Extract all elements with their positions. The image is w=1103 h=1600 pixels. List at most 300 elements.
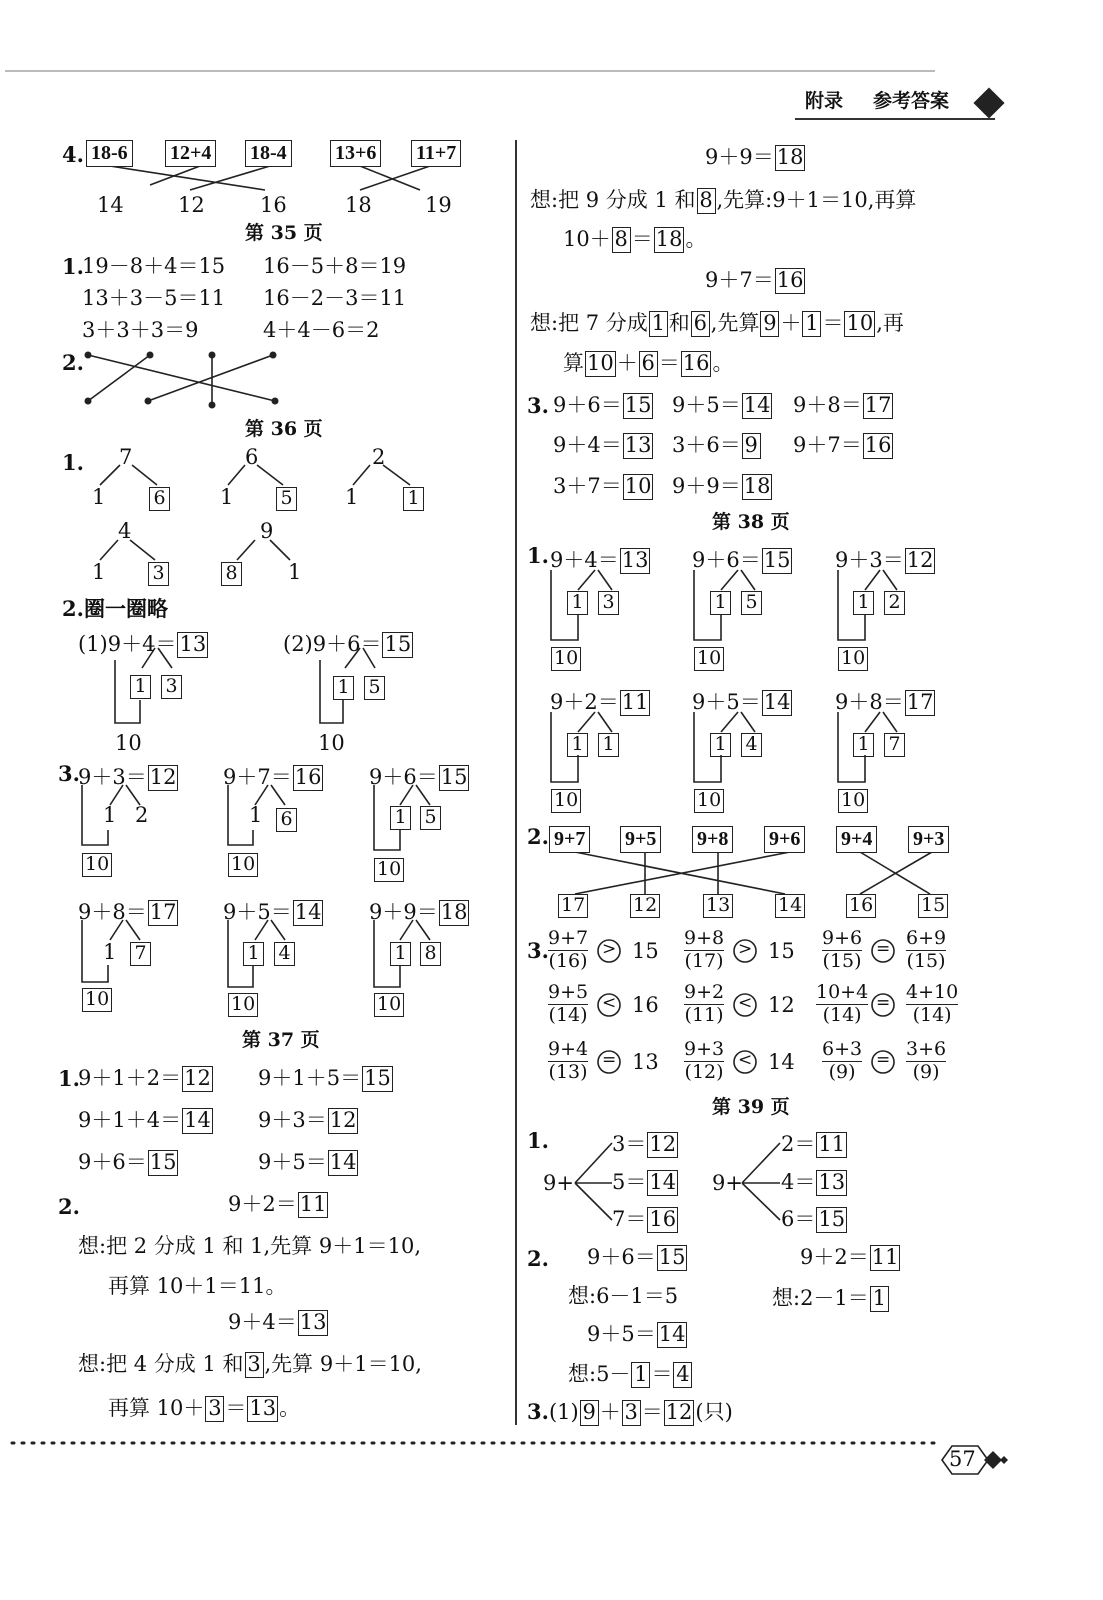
p36-q3-1-ans: 12 xyxy=(149,765,177,789)
page-number-badge xyxy=(940,1443,980,1473)
p37-q2d-eq xyxy=(705,268,806,294)
p39-q2c-tbox2: 4 xyxy=(673,1362,692,1388)
cmp-1-3-num: 9+6 xyxy=(822,927,863,949)
p38-q2-bottom-2: 12 xyxy=(630,894,660,918)
p36-q2-item-1-eq: 9＋4＝ xyxy=(107,632,177,656)
tree-4-left: 1 xyxy=(92,560,106,584)
p37-q2d-l1box3: 9 xyxy=(760,311,779,337)
cmp-3-3-frac xyxy=(822,1039,862,1084)
p39-q1-right-row-2: 4＝ 13 xyxy=(781,1170,846,1194)
p39-q2c-teq: ＝ xyxy=(651,1362,673,1386)
p36-q2-item-2 xyxy=(283,632,414,658)
cmp-1-1-num: 9+7 xyxy=(548,927,589,949)
p37-q1-4-eq: 9＋3＝ xyxy=(258,1108,327,1132)
p37-q1-3-eq: 9＋1＋4＝ xyxy=(78,1108,182,1132)
p37-q3-label: 3. xyxy=(527,393,549,418)
p39-q2a-eq xyxy=(587,1245,688,1271)
p37-q2a-expr: 9＋2＝ xyxy=(228,1192,297,1216)
p37-q1-2 xyxy=(258,1066,394,1092)
p36-q3-6-ans: 18 xyxy=(440,900,468,924)
tree-5-top: 9 xyxy=(260,519,274,543)
p37-q3-1-ans: 15 xyxy=(624,393,652,417)
p37-q2b-l2mid: ＝ xyxy=(225,1396,247,1420)
p37-q2d-l1box2: 6 xyxy=(691,311,710,337)
p38-q2-top-2: 9+5 xyxy=(620,826,661,853)
p38-q2-label: 2. xyxy=(527,824,549,849)
p39-q2b-think xyxy=(772,1286,890,1312)
p36-q3-4-a: 1 xyxy=(103,940,117,964)
p37-q1-5 xyxy=(78,1150,179,1176)
page-number: 57 xyxy=(949,1447,976,1471)
p37-q2c-line2 xyxy=(563,227,706,253)
p39-q2c-think-text: 想:5－ xyxy=(568,1362,631,1386)
p37-q3-6 xyxy=(793,433,894,459)
p38-q2-bottom-3: 13 xyxy=(703,894,733,918)
p38-q2-top-6: 9+3 xyxy=(908,826,949,853)
q4-answer-4: 18 xyxy=(345,193,372,217)
p39-q2c-expr: 9＋5＝ xyxy=(587,1322,656,1346)
p36-q1-label: 1. xyxy=(62,450,84,475)
p36-q3-3-b: 5 xyxy=(420,806,441,830)
p37-q2c-line1 xyxy=(530,188,916,214)
p36-q3-1-a: 1 xyxy=(103,803,117,827)
p38-q1-5-eq: 9＋5＝ xyxy=(692,690,761,714)
p35-q1-eq-2: 16－5＋8＝19 xyxy=(263,254,407,278)
p38-q1-1-ten: 10 xyxy=(551,647,581,671)
p37-q1-label: 1. xyxy=(58,1066,80,1091)
p35-heading: 第 35 页 xyxy=(245,222,323,244)
p37-q1-1 xyxy=(78,1066,214,1092)
q4-box-1: 18-6 xyxy=(86,140,133,167)
p36-q3-1-eq: 9＋3＝ xyxy=(78,765,147,789)
p38-q1-4-ten: 10 xyxy=(551,789,581,813)
cmp-2-2-sym: < xyxy=(738,993,753,1013)
p36-q3-1-ten: 10 xyxy=(82,853,112,877)
cmp-1-2-den: (17) xyxy=(684,949,724,972)
p39-q2c-think xyxy=(568,1362,693,1388)
p39-q2a-ans: 15 xyxy=(658,1245,686,1269)
p36-q3-5-ten: 10 xyxy=(228,993,258,1017)
p37-q1-3 xyxy=(78,1108,214,1134)
p37-q3-3-ans: 17 xyxy=(864,393,892,417)
p38-q1-2-ans: 15 xyxy=(763,548,791,572)
p39-q2b-eq xyxy=(800,1245,901,1271)
p39-q1-right-row-3-n: 6 xyxy=(781,1207,795,1231)
p37-q2b-l1b: ,先算 9＋1＝10, xyxy=(264,1352,422,1376)
p37-q2c-l1a: 想:把 9 分成 1 和 xyxy=(530,188,696,212)
p39-q2a-expr: 9＋6＝ xyxy=(587,1245,656,1269)
p39-q1-left-row-1-n: 3 xyxy=(612,1132,626,1156)
p37-q1-4 xyxy=(258,1108,359,1134)
p37-q1-1-ans: 12 xyxy=(184,1066,211,1090)
p38-q1-1 xyxy=(550,548,651,574)
p36-q3-4-ans: 17 xyxy=(149,900,177,924)
p38-q1-5-a: 1 xyxy=(710,733,731,757)
p38-q1-5-b: 4 xyxy=(741,733,762,757)
p39-q1-label: 1. xyxy=(527,1128,549,1153)
p37-q2a-line1: 想:把 2 分成 1 和 1,先算 9＋1＝10, xyxy=(78,1234,422,1258)
p38-q1-1-a: 1 xyxy=(567,591,588,615)
cmp-2-3-den2: (14) xyxy=(912,1003,952,1026)
p37-q1-6-ans: 14 xyxy=(329,1150,357,1174)
cmp-2-2-den: (11) xyxy=(684,1003,724,1026)
p39-q1-right-row-2-ans: 13 xyxy=(818,1170,846,1194)
p39-q1-left-row-3-ans: 16 xyxy=(649,1207,677,1231)
cmp-2-1-frac xyxy=(548,982,588,1027)
p38-q1-6-eq: 9＋8＝ xyxy=(835,690,904,714)
cmp-1-2-frac xyxy=(684,928,724,973)
p35-q1-eq-6: 4＋4－6＝2 xyxy=(263,318,380,342)
p39-q1-left-base: 9+ xyxy=(543,1171,574,1195)
cmp-3-1-num: 9+4 xyxy=(548,1038,589,1060)
p36-q2-item-2-b: 5 xyxy=(364,676,385,700)
p38-q1-1-ans: 13 xyxy=(621,548,649,572)
p38-q1-6-a: 1 xyxy=(853,733,874,757)
p36-q3-2-ans: 16 xyxy=(294,765,322,789)
p37-q1-2-eq: 9＋1＋5＝ xyxy=(258,1066,362,1090)
p36-q3-3-eq: 9＋6＝ xyxy=(369,765,438,789)
cmp-2-2-frac xyxy=(684,982,724,1027)
p37-q2c-l2box: 8 xyxy=(612,227,631,253)
cmp-3-3-sym: = xyxy=(876,1050,891,1070)
p39-q1-right-row-3-ans: 15 xyxy=(818,1207,846,1231)
p39-heading: 第 39 页 xyxy=(712,1096,790,1118)
p37-q1-5-eq: 9＋6＝ xyxy=(78,1150,147,1174)
p39-q2b-think-text: 想:2－1＝ xyxy=(772,1286,869,1310)
q4-answer-3: 16 xyxy=(260,193,287,217)
p36-q2-item-1-b: 3 xyxy=(161,675,182,699)
p39-q2c-ans: 14 xyxy=(658,1322,686,1346)
p36-q3-2-b: 6 xyxy=(276,808,297,832)
cmp-2-1-den: (14) xyxy=(548,1003,588,1026)
p36-q2-item-2-eq: 9＋6＝ xyxy=(312,632,382,656)
tree-5-left: 8 xyxy=(221,562,242,586)
p36-q3-6 xyxy=(369,900,470,926)
p37-heading: 第 37 页 xyxy=(242,1029,320,1051)
p37-q2d-line1 xyxy=(530,311,904,337)
p38-q1-2-a: 1 xyxy=(710,591,731,615)
cmp-2-3-num: 10+4 xyxy=(816,981,869,1003)
p38-q1-1-eq: 9＋4＝ xyxy=(550,548,619,572)
q4-answer-5: 19 xyxy=(425,193,452,217)
p38-q1-2-ten: 10 xyxy=(694,647,724,671)
p36-q3-3-ans: 15 xyxy=(440,765,468,789)
p37-q2d-l2plus: ＋ xyxy=(616,351,638,375)
p38-q1-4 xyxy=(550,690,651,716)
p37-q2d-l2box1: 10 xyxy=(587,351,614,375)
p37-q2d-l2box2: 6 xyxy=(639,351,658,377)
p38-q2-top-5: 9+4 xyxy=(836,826,877,853)
q4-box-4: 13+6 xyxy=(330,140,381,167)
p37-q2c-l2a: 10＋ xyxy=(563,227,611,251)
q4-label: 4. xyxy=(62,142,84,167)
p36-q2-item-1-ten: 10 xyxy=(115,731,142,755)
p39-q2c-tbox: 1 xyxy=(631,1362,650,1388)
p37-q2d-l1box4: 1 xyxy=(802,311,821,337)
p37-q2b-line1 xyxy=(78,1352,422,1378)
cmp-2-3-frac2 xyxy=(906,982,958,1027)
p37-q2a-ans: 11 xyxy=(299,1192,327,1216)
p37-q1-6-eq: 9＋5＝ xyxy=(258,1150,327,1174)
p38-q1-4-eq: 9＋2＝ xyxy=(550,690,619,714)
p37-q1-5-ans: 15 xyxy=(149,1150,177,1174)
p36-q3-4-eq: 9＋8＝ xyxy=(78,900,147,924)
p38-q1-4-ans: 11 xyxy=(621,690,649,714)
p39-q1-right-row-1: 2＝ 11 xyxy=(781,1132,846,1156)
p38-q1-4-a: 1 xyxy=(567,733,588,757)
p36-q3-4-b: 7 xyxy=(130,942,151,966)
p36-heading: 第 36 页 xyxy=(245,418,323,440)
p37-q2b-l2end: 。 xyxy=(279,1396,301,1420)
p37-q2d-l2a: 算 xyxy=(563,351,584,375)
p37-q3-4-eq: 9＋4＝ xyxy=(553,433,622,457)
p38-q1-4-b: 1 xyxy=(598,733,619,757)
cmp-1-2-sym: > xyxy=(738,939,753,959)
p38-q1-5 xyxy=(692,690,793,716)
p36-q3-6-eq: 9＋9＝ xyxy=(369,900,438,924)
p39-q2-label: 2. xyxy=(527,1246,549,1271)
p37-q2d-l1eq: ＝ xyxy=(822,311,844,335)
q4-answer-2: 12 xyxy=(178,193,205,217)
p37-q3-2 xyxy=(672,393,773,419)
p39-q2b-ans: 11 xyxy=(871,1245,899,1269)
p37-q3-8-ans: 18 xyxy=(743,474,771,498)
p35-q1-eq-4: 16－2－3＝11 xyxy=(263,286,407,310)
p36-q3-6-b: 8 xyxy=(420,942,441,966)
p37-q3-7-eq: 3＋7＝ xyxy=(553,474,622,498)
p39-q3-label: 3. xyxy=(527,1399,549,1424)
p37-q2d-l2box3: 16 xyxy=(682,351,710,375)
p37-q2c-l2mid: ＝ xyxy=(631,227,653,251)
cmp-3-3-num: 6+3 xyxy=(822,1038,863,1060)
p38-q1-2-b: 5 xyxy=(741,591,762,615)
cmp-3-1-frac xyxy=(548,1039,588,1084)
q4-box-2: 12+4 xyxy=(165,140,216,167)
p36-q3-3 xyxy=(369,765,470,791)
p37-q3-8-eq: 9＋9＝ xyxy=(672,474,741,498)
cmp-1-1-rhs: 15 xyxy=(632,939,659,963)
p37-q3-5 xyxy=(672,433,762,459)
header-section: 附录 xyxy=(805,90,844,112)
p37-q3-4 xyxy=(553,433,654,459)
p37-q1-4-ans: 12 xyxy=(329,1108,357,1132)
p37-q2a-line2: 再算 10＋1＝11。 xyxy=(108,1274,287,1298)
p36-q3-5 xyxy=(223,900,324,926)
cmp-3-2-rhs: 14 xyxy=(768,1050,795,1074)
p39-q3 xyxy=(527,1400,733,1426)
p38-q2-bottom-6: 15 xyxy=(918,894,948,918)
cmp-2-1-sym: < xyxy=(602,993,617,1013)
p39-q1-left-row-1: 3＝ 12 xyxy=(612,1132,677,1156)
p37-q2c-expr: 9＋9＝ xyxy=(705,145,774,169)
p38-q2-top-3: 9+8 xyxy=(692,826,733,853)
p37-q2d-l1box5: 10 xyxy=(846,311,874,335)
p38-q1-5-ans: 14 xyxy=(763,690,791,714)
p37-q2d-l2end: 。 xyxy=(712,351,734,375)
p39-q1-right-row-1-ans: 11 xyxy=(818,1132,846,1156)
p37-q2d-l2eq: ＝ xyxy=(658,351,680,375)
p39-q3-eq: ＝ xyxy=(641,1400,663,1424)
p35-q1-eq-1: 19－8＋4＝15 xyxy=(82,254,226,278)
cmp-3-2-num: 9+3 xyxy=(684,1038,725,1060)
cmp-2-2-rhs: 12 xyxy=(768,993,795,1017)
p35-q1-eq-3: 13＋3－5＝11 xyxy=(82,286,226,310)
tree-2-top: 6 xyxy=(245,445,259,469)
p39-q1-left-row-1-ans: 12 xyxy=(649,1132,677,1156)
p36-q2-item-1 xyxy=(78,632,209,658)
p38-q2-top-1: 9+7 xyxy=(549,826,590,853)
p37-q2-label: 2. xyxy=(58,1194,80,1219)
p38-q1-5-ten: 10 xyxy=(694,789,724,813)
p39-q3-plus: ＋ xyxy=(599,1400,621,1424)
q4-box-5: 11+7 xyxy=(411,140,461,167)
cmp-1-2-rhs: 15 xyxy=(768,939,795,963)
p38-q2-bottom-1: 17 xyxy=(558,894,588,918)
p39-q1-left-row-3: 7＝ 16 xyxy=(612,1207,677,1231)
p37-q2b-l2a: 再算 10＋ xyxy=(108,1396,205,1420)
p37-q3-7 xyxy=(553,474,654,500)
p37-q2c-ans: 18 xyxy=(776,145,804,169)
p37-q2d-l1a: 想:把 7 分成 xyxy=(530,311,648,335)
p37-q2b-l1box: 3 xyxy=(245,1352,264,1378)
p35-q2-label: 2. xyxy=(62,350,84,375)
tree-4-top: 4 xyxy=(118,519,132,543)
p37-q3-1-eq: 9＋6＝ xyxy=(553,393,622,417)
p37-q2b-ans: 13 xyxy=(299,1310,327,1334)
cmp-3-1-sym: = xyxy=(602,1050,617,1070)
p37-q2d-l1end: ,再 xyxy=(876,311,904,335)
p37-q3-2-eq: 9＋5＝ xyxy=(672,393,741,417)
cmp-1-1-frac xyxy=(548,928,588,973)
p39-q1-left-row-3-n: 7 xyxy=(612,1207,626,1231)
p37-q2d-l1b: ,先算 xyxy=(710,311,760,335)
p37-q2a-eq xyxy=(228,1192,329,1218)
cmp-1-3-den2: (15) xyxy=(906,949,946,972)
p37-q2c-eq xyxy=(705,145,806,171)
p39-q3-ans: 12 xyxy=(665,1400,693,1424)
p36-q3-6-a: 1 xyxy=(390,942,411,966)
p36-q2-item-2-a: 1 xyxy=(333,676,354,700)
tree-3-right: 1 xyxy=(403,487,424,511)
p36-q3-1 xyxy=(78,765,179,791)
cmp-2-3-den: (14) xyxy=(822,1003,862,1026)
p37-q3-3 xyxy=(793,393,894,419)
p36-q3-1-b: 2 xyxy=(135,803,149,827)
cmp-3-3-den: (9) xyxy=(828,1060,856,1083)
p39-q3-unit: (只) xyxy=(695,1400,733,1424)
tree-1-top: 7 xyxy=(119,445,133,469)
p37-q2b-line2 xyxy=(108,1396,300,1422)
p39-q2c-eq xyxy=(587,1322,688,1348)
q4-answer-1: 14 xyxy=(97,193,124,217)
p37-q2b-l2box2: 13 xyxy=(249,1396,277,1420)
p36-q2-item-2-ans: 15 xyxy=(384,632,412,656)
p37-q2b-eq xyxy=(228,1310,329,1336)
p38-q1-3-ans: 12 xyxy=(906,548,934,572)
p38-q1-3-ten: 10 xyxy=(838,647,868,671)
p36-q2-label: 2. xyxy=(62,596,84,621)
cmp-2-2-num: 9+2 xyxy=(684,981,725,1003)
p37-q3-5-eq: 3＋6＝ xyxy=(672,433,741,457)
p37-q3-6-eq: 9＋7＝ xyxy=(793,433,862,457)
p39-q1-left-row-2-ans: 14 xyxy=(649,1170,677,1194)
p39-q1-left-row-2: 5＝ 14 xyxy=(612,1170,677,1194)
p37-q2b-expr: 9＋4＝ xyxy=(228,1310,297,1334)
p37-q2d-line2 xyxy=(563,351,733,377)
cmp-1-3-den: (15) xyxy=(822,949,862,972)
tree-3-left: 1 xyxy=(345,485,359,509)
tree-2-left: 1 xyxy=(220,485,234,509)
tree-2-right: 5 xyxy=(276,487,297,511)
p38-q1-3-eq: 9＋3＝ xyxy=(835,548,904,572)
p38-q2-bottom-4: 14 xyxy=(775,894,805,918)
p36-q3-4-ten: 10 xyxy=(82,988,112,1012)
p37-q2d-l1box1: 1 xyxy=(649,311,668,337)
p37-q1-6 xyxy=(258,1150,359,1176)
p39-q1-right-row-1-n: 2 xyxy=(781,1132,795,1156)
cmp-2-1-rhs: 16 xyxy=(632,993,659,1017)
cmp-3-2-sym: < xyxy=(738,1050,753,1070)
p38-q2-top-4: 9+6 xyxy=(764,826,805,853)
tree-5-right: 1 xyxy=(288,560,302,584)
p37-q2c-l1box: 8 xyxy=(697,188,716,214)
cmp-3-2-frac xyxy=(684,1039,724,1084)
p36-q2-item-1-a: 1 xyxy=(130,675,151,699)
p39-q1-right-row-2-n: 4 xyxy=(781,1170,795,1194)
p37-q3-1 xyxy=(553,393,654,419)
p36-q3-2 xyxy=(223,765,324,791)
cmp-2-3-sym: = xyxy=(876,993,891,1013)
p37-q2b-l1a: 想:把 4 分成 1 和 xyxy=(78,1352,244,1376)
p36-q2-item-2-ten: 10 xyxy=(318,731,345,755)
tree-1-left: 1 xyxy=(92,485,106,509)
p38-q2-bottom-5: 16 xyxy=(846,894,876,918)
p36-q3-2-a: 1 xyxy=(249,803,263,827)
header-title: 参考答案 xyxy=(873,90,950,112)
cmp-2-1-num: 9+5 xyxy=(548,981,589,1003)
p39-q2b-tbox: 1 xyxy=(870,1286,889,1312)
p37-q2c-l2box2: 18 xyxy=(655,227,683,251)
p37-q1-1-eq: 9＋1＋2＝ xyxy=(78,1066,182,1090)
cmp-1-1-den: (16) xyxy=(548,949,588,972)
p37-q1-2-ans: 15 xyxy=(364,1066,391,1090)
cmp-1-1-sym: > xyxy=(602,939,617,959)
p38-q1-2-eq: 9＋6＝ xyxy=(692,548,761,572)
p39-q3-a: 9 xyxy=(580,1400,599,1426)
p36-q3-2-eq: 9＋7＝ xyxy=(223,765,292,789)
p35-q1-eq-5: 3＋3＋3＝9 xyxy=(82,318,199,342)
p39-q1-right-base: 9+ xyxy=(712,1171,743,1195)
p38-q1-3-b: 2 xyxy=(884,591,905,615)
p37-q3-7-ans: 10 xyxy=(624,474,652,498)
p37-q2c-l1b: ,先算:9＋1＝10,再算 xyxy=(716,188,917,212)
p37-q2d-ans: 16 xyxy=(776,268,804,292)
p39-q1-left-row-2-n: 5 xyxy=(612,1170,626,1194)
p38-q1-3 xyxy=(835,548,936,574)
p36-q2-item-1-pre: (1) xyxy=(78,632,108,656)
q4-box-3: 18-4 xyxy=(245,140,292,167)
cmp-2-3-num2: 4+10 xyxy=(906,981,959,1003)
tree-3-top: 2 xyxy=(372,445,386,469)
p36-q2-text: 圈一圈略 xyxy=(84,596,168,621)
p37-q3-2-ans: 14 xyxy=(743,393,771,417)
p38-q1-6-ans: 17 xyxy=(906,690,934,714)
p37-q2b-l2box: 3 xyxy=(205,1396,224,1422)
p37-q3-5-ans: 9 xyxy=(742,433,761,459)
p37-q2d-l1mid: 和 xyxy=(668,311,690,335)
p36-q3-3-a: 1 xyxy=(390,806,411,830)
p37-q2d-l1plus: ＋ xyxy=(780,311,802,335)
